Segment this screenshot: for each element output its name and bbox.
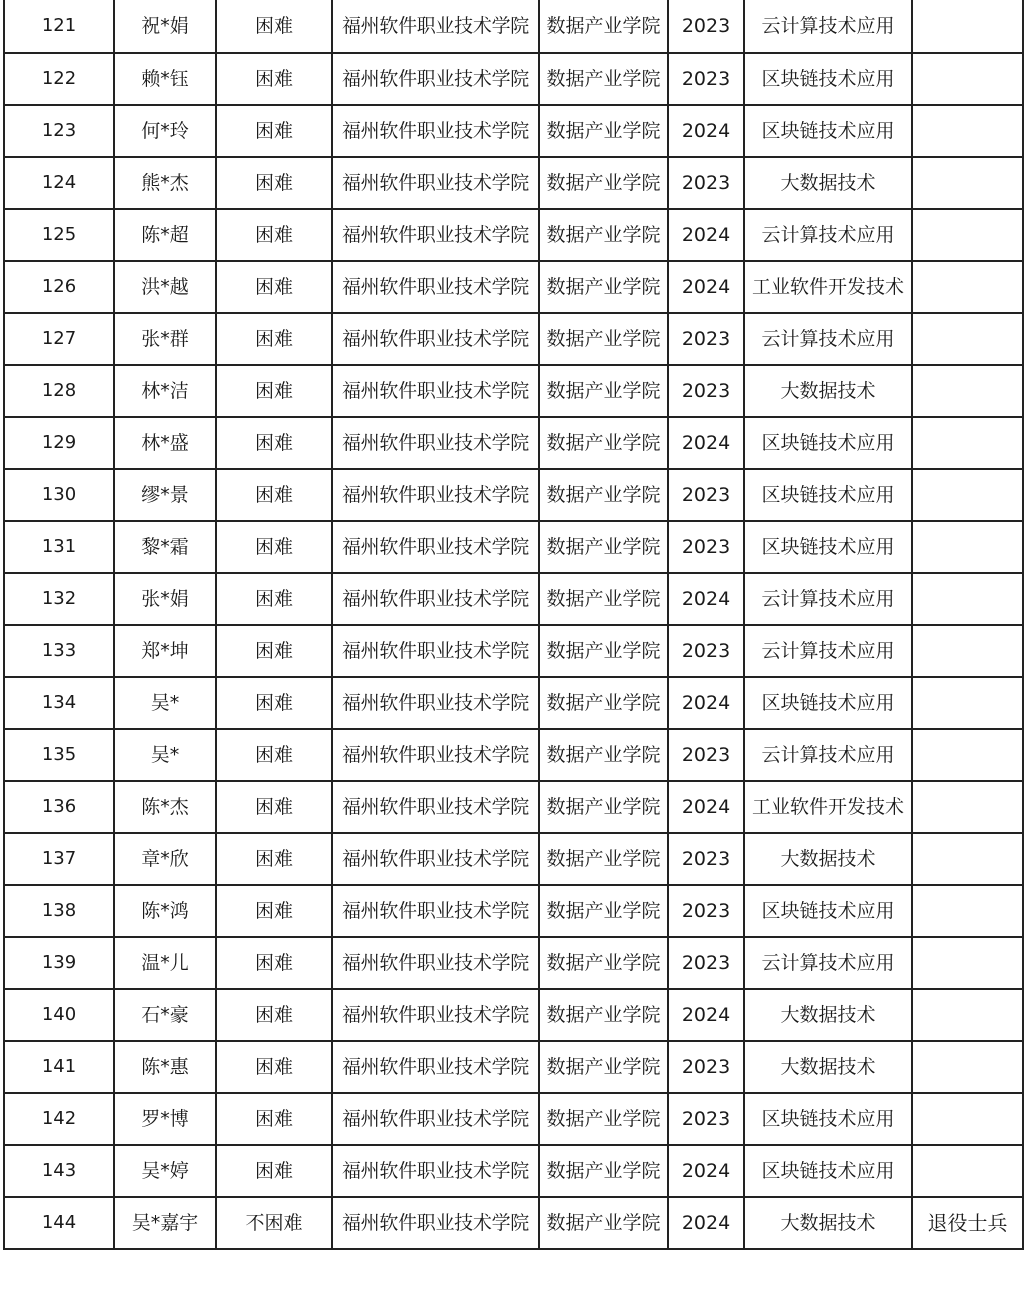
row-index-cell: 123 bbox=[4, 105, 114, 157]
school-name-cell: 福州软件职业技术学院 bbox=[332, 521, 539, 573]
table-row bbox=[4, 313, 1023, 365]
school-name-cell: 福州软件职业技术学院 bbox=[332, 1093, 539, 1145]
school-name-cell: 福州软件职业技术学院 bbox=[332, 417, 539, 469]
hardship-status-cell: 困难 bbox=[216, 1093, 332, 1145]
enrollment-year-cell: 2023 bbox=[668, 1041, 744, 1093]
school-name-cell: 福州软件职业技术学院 bbox=[332, 209, 539, 261]
hardship-status-cell: 困难 bbox=[216, 885, 332, 937]
hardship-status-cell: 困难 bbox=[216, 573, 332, 625]
row-index-cell: 129 bbox=[4, 417, 114, 469]
major-name-cell: 大数据技术 bbox=[744, 365, 912, 417]
student-name-cell: 林*盛 bbox=[114, 417, 216, 469]
college-name-cell: 数据产业学院 bbox=[539, 313, 668, 365]
college-name-cell: 数据产业学院 bbox=[539, 729, 668, 781]
remark-cell bbox=[912, 937, 1023, 989]
school-name-cell: 福州软件职业技术学院 bbox=[332, 105, 539, 157]
college-name-cell: 数据产业学院 bbox=[539, 885, 668, 937]
hardship-status-cell: 困难 bbox=[216, 0, 332, 53]
hardship-status-cell: 困难 bbox=[216, 677, 332, 729]
remark-cell bbox=[912, 157, 1023, 209]
row-index-cell: 136 bbox=[4, 781, 114, 833]
row-index-cell: 135 bbox=[4, 729, 114, 781]
college-name-cell: 数据产业学院 bbox=[539, 989, 668, 1041]
school-name-cell: 福州软件职业技术学院 bbox=[332, 989, 539, 1041]
college-name-cell: 数据产业学院 bbox=[539, 781, 668, 833]
school-name-cell: 福州软件职业技术学院 bbox=[332, 469, 539, 521]
college-name-cell: 数据产业学院 bbox=[539, 677, 668, 729]
row-index-cell: 144 bbox=[4, 1197, 114, 1249]
school-name-cell: 福州软件职业技术学院 bbox=[332, 53, 539, 105]
college-name-cell: 数据产业学院 bbox=[539, 1093, 668, 1145]
row-index-cell: 122 bbox=[4, 53, 114, 105]
remark-cell bbox=[912, 573, 1023, 625]
student-name-cell: 林*洁 bbox=[114, 365, 216, 417]
row-index-cell: 125 bbox=[4, 209, 114, 261]
hardship-status-cell: 不困难 bbox=[216, 1197, 332, 1249]
enrollment-year-cell: 2023 bbox=[668, 53, 744, 105]
student-name-cell: 熊*杰 bbox=[114, 157, 216, 209]
hardship-status-cell: 困难 bbox=[216, 417, 332, 469]
major-name-cell: 云计算技术应用 bbox=[744, 313, 912, 365]
major-name-cell: 云计算技术应用 bbox=[744, 625, 912, 677]
table-row bbox=[4, 105, 1023, 157]
remark-cell bbox=[912, 209, 1023, 261]
major-name-cell: 区块链技术应用 bbox=[744, 1145, 912, 1197]
table-row bbox=[4, 209, 1023, 261]
table-row bbox=[4, 1093, 1023, 1145]
student-name-cell: 吴*婷 bbox=[114, 1145, 216, 1197]
row-index-cell: 133 bbox=[4, 625, 114, 677]
enrollment-year-cell: 2024 bbox=[668, 989, 744, 1041]
college-name-cell: 数据产业学院 bbox=[539, 521, 668, 573]
table-row bbox=[4, 365, 1023, 417]
student-name-cell: 章*欣 bbox=[114, 833, 216, 885]
table-row bbox=[4, 729, 1023, 781]
hardship-status-cell: 困难 bbox=[216, 989, 332, 1041]
remark-cell bbox=[912, 1145, 1023, 1197]
table-row bbox=[4, 781, 1023, 833]
row-index-cell: 134 bbox=[4, 677, 114, 729]
major-name-cell: 区块链技术应用 bbox=[744, 417, 912, 469]
student-name-cell: 陈*鸿 bbox=[114, 885, 216, 937]
row-index-cell: 131 bbox=[4, 521, 114, 573]
hardship-status-cell: 困难 bbox=[216, 1041, 332, 1093]
hardship-status-cell: 困难 bbox=[216, 365, 332, 417]
hardship-status-cell: 困难 bbox=[216, 53, 332, 105]
school-name-cell: 福州软件职业技术学院 bbox=[332, 781, 539, 833]
college-name-cell: 数据产业学院 bbox=[539, 417, 668, 469]
college-name-cell: 数据产业学院 bbox=[539, 1197, 668, 1249]
school-name-cell: 福州软件职业技术学院 bbox=[332, 365, 539, 417]
remark-cell bbox=[912, 105, 1023, 157]
hardship-status-cell: 困难 bbox=[216, 469, 332, 521]
major-name-cell: 区块链技术应用 bbox=[744, 521, 912, 573]
remark-cell bbox=[912, 885, 1023, 937]
table-row bbox=[4, 53, 1023, 105]
school-name-cell: 福州软件职业技术学院 bbox=[332, 625, 539, 677]
student-name-cell: 吴* bbox=[114, 677, 216, 729]
row-index-cell: 124 bbox=[4, 157, 114, 209]
enrollment-year-cell: 2024 bbox=[668, 573, 744, 625]
school-name-cell: 福州软件职业技术学院 bbox=[332, 157, 539, 209]
hardship-status-cell: 困难 bbox=[216, 729, 332, 781]
enrollment-year-cell: 2023 bbox=[668, 0, 744, 53]
table-row bbox=[4, 1145, 1023, 1197]
table-row bbox=[4, 261, 1023, 313]
table-row bbox=[4, 885, 1023, 937]
enrollment-year-cell: 2023 bbox=[668, 833, 744, 885]
school-name-cell: 福州软件职业技术学院 bbox=[332, 1041, 539, 1093]
college-name-cell: 数据产业学院 bbox=[539, 209, 668, 261]
major-name-cell: 云计算技术应用 bbox=[744, 0, 912, 53]
major-name-cell: 云计算技术应用 bbox=[744, 729, 912, 781]
remark-cell bbox=[912, 0, 1023, 53]
college-name-cell: 数据产业学院 bbox=[539, 833, 668, 885]
major-name-cell: 区块链技术应用 bbox=[744, 105, 912, 157]
college-name-cell: 数据产业学院 bbox=[539, 625, 668, 677]
table-row bbox=[4, 625, 1023, 677]
college-name-cell: 数据产业学院 bbox=[539, 573, 668, 625]
table-row bbox=[4, 521, 1023, 573]
major-name-cell: 区块链技术应用 bbox=[744, 885, 912, 937]
major-name-cell: 区块链技术应用 bbox=[744, 469, 912, 521]
table-row bbox=[4, 937, 1023, 989]
enrollment-year-cell: 2024 bbox=[668, 209, 744, 261]
row-index-cell: 140 bbox=[4, 989, 114, 1041]
school-name-cell: 福州软件职业技术学院 bbox=[332, 729, 539, 781]
student-name-cell: 陈*超 bbox=[114, 209, 216, 261]
student-name-cell: 何*玲 bbox=[114, 105, 216, 157]
row-index-cell: 127 bbox=[4, 313, 114, 365]
hardship-status-cell: 困难 bbox=[216, 521, 332, 573]
remark-cell bbox=[912, 417, 1023, 469]
remark-cell bbox=[912, 1093, 1023, 1145]
remark-cell bbox=[912, 521, 1023, 573]
table-row bbox=[4, 573, 1023, 625]
school-name-cell: 福州软件职业技术学院 bbox=[332, 677, 539, 729]
table-row bbox=[4, 1197, 1023, 1249]
hardship-status-cell: 困难 bbox=[216, 1145, 332, 1197]
student-name-cell: 石*豪 bbox=[114, 989, 216, 1041]
major-name-cell: 工业软件开发技术 bbox=[744, 261, 912, 313]
row-index-cell: 141 bbox=[4, 1041, 114, 1093]
hardship-status-cell: 困难 bbox=[216, 313, 332, 365]
college-name-cell: 数据产业学院 bbox=[539, 53, 668, 105]
major-name-cell: 云计算技术应用 bbox=[744, 573, 912, 625]
remark-cell bbox=[912, 469, 1023, 521]
hardship-status-cell: 困难 bbox=[216, 781, 332, 833]
enrollment-year-cell: 2023 bbox=[668, 469, 744, 521]
remark-cell: 退役士兵 bbox=[912, 1197, 1023, 1249]
remark-cell bbox=[912, 261, 1023, 313]
major-name-cell: 大数据技术 bbox=[744, 833, 912, 885]
major-name-cell: 大数据技术 bbox=[744, 989, 912, 1041]
major-name-cell: 大数据技术 bbox=[744, 1197, 912, 1249]
enrollment-year-cell: 2024 bbox=[668, 677, 744, 729]
table-row bbox=[4, 677, 1023, 729]
major-name-cell: 云计算技术应用 bbox=[744, 937, 912, 989]
enrollment-year-cell: 2023 bbox=[668, 885, 744, 937]
table-row bbox=[4, 469, 1023, 521]
major-name-cell: 区块链技术应用 bbox=[744, 1093, 912, 1145]
remark-cell bbox=[912, 677, 1023, 729]
remark-cell bbox=[912, 1041, 1023, 1093]
enrollment-year-cell: 2023 bbox=[668, 625, 744, 677]
row-index-cell: 143 bbox=[4, 1145, 114, 1197]
college-name-cell: 数据产业学院 bbox=[539, 1041, 668, 1093]
student-name-cell: 吴*嘉宇 bbox=[114, 1197, 216, 1249]
school-name-cell: 福州软件职业技术学院 bbox=[332, 885, 539, 937]
remark-cell bbox=[912, 729, 1023, 781]
college-name-cell: 数据产业学院 bbox=[539, 365, 668, 417]
table-row bbox=[4, 157, 1023, 209]
row-index-cell: 128 bbox=[4, 365, 114, 417]
table-row bbox=[4, 989, 1023, 1041]
enrollment-year-cell: 2024 bbox=[668, 1145, 744, 1197]
student-name-cell: 洪*越 bbox=[114, 261, 216, 313]
hardship-status-cell: 困难 bbox=[216, 157, 332, 209]
major-name-cell: 工业软件开发技术 bbox=[744, 781, 912, 833]
row-index-cell: 130 bbox=[4, 469, 114, 521]
enrollment-year-cell: 2023 bbox=[668, 313, 744, 365]
college-name-cell: 数据产业学院 bbox=[539, 0, 668, 53]
student-table bbox=[3, 0, 1024, 1250]
major-name-cell: 大数据技术 bbox=[744, 1041, 912, 1093]
enrollment-year-cell: 2024 bbox=[668, 261, 744, 313]
school-name-cell: 福州软件职业技术学院 bbox=[332, 0, 539, 53]
college-name-cell: 数据产业学院 bbox=[539, 157, 668, 209]
college-name-cell: 数据产业学院 bbox=[539, 261, 668, 313]
enrollment-year-cell: 2023 bbox=[668, 157, 744, 209]
hardship-status-cell: 困难 bbox=[216, 937, 332, 989]
enrollment-year-cell: 2024 bbox=[668, 105, 744, 157]
hardship-status-cell: 困难 bbox=[216, 833, 332, 885]
student-name-cell: 罗*博 bbox=[114, 1093, 216, 1145]
row-index-cell: 137 bbox=[4, 833, 114, 885]
school-name-cell: 福州软件职业技术学院 bbox=[332, 313, 539, 365]
student-name-cell: 黎*霜 bbox=[114, 521, 216, 573]
student-name-cell: 温*儿 bbox=[114, 937, 216, 989]
student-name-cell: 缪*景 bbox=[114, 469, 216, 521]
college-name-cell: 数据产业学院 bbox=[539, 1145, 668, 1197]
remark-cell bbox=[912, 781, 1023, 833]
hardship-status-cell: 困难 bbox=[216, 209, 332, 261]
student-name-cell: 张*群 bbox=[114, 313, 216, 365]
enrollment-year-cell: 2024 bbox=[668, 781, 744, 833]
row-index-cell: 142 bbox=[4, 1093, 114, 1145]
enrollment-year-cell: 2023 bbox=[668, 521, 744, 573]
table-row bbox=[4, 417, 1023, 469]
remark-cell bbox=[912, 625, 1023, 677]
remark-cell bbox=[912, 833, 1023, 885]
enrollment-year-cell: 2023 bbox=[668, 365, 744, 417]
major-name-cell: 云计算技术应用 bbox=[744, 209, 912, 261]
college-name-cell: 数据产业学院 bbox=[539, 105, 668, 157]
hardship-status-cell: 困难 bbox=[216, 625, 332, 677]
enrollment-year-cell: 2023 bbox=[668, 1093, 744, 1145]
major-name-cell: 大数据技术 bbox=[744, 157, 912, 209]
school-name-cell: 福州软件职业技术学院 bbox=[332, 261, 539, 313]
remark-cell bbox=[912, 53, 1023, 105]
row-index-cell: 132 bbox=[4, 573, 114, 625]
table-row bbox=[4, 1041, 1023, 1093]
row-index-cell: 138 bbox=[4, 885, 114, 937]
enrollment-year-cell: 2023 bbox=[668, 937, 744, 989]
remark-cell bbox=[912, 313, 1023, 365]
major-name-cell: 区块链技术应用 bbox=[744, 53, 912, 105]
enrollment-year-cell: 2024 bbox=[668, 1197, 744, 1249]
student-name-cell: 陈*杰 bbox=[114, 781, 216, 833]
table-row bbox=[4, 0, 1023, 53]
college-name-cell: 数据产业学院 bbox=[539, 469, 668, 521]
school-name-cell: 福州软件职业技术学院 bbox=[332, 1145, 539, 1197]
student-name-cell: 吴* bbox=[114, 729, 216, 781]
enrollment-year-cell: 2023 bbox=[668, 729, 744, 781]
row-index-cell: 121 bbox=[4, 0, 114, 53]
school-name-cell: 福州软件职业技术学院 bbox=[332, 937, 539, 989]
college-name-cell: 数据产业学院 bbox=[539, 937, 668, 989]
school-name-cell: 福州软件职业技术学院 bbox=[332, 573, 539, 625]
student-name-cell: 郑*坤 bbox=[114, 625, 216, 677]
student-name-cell: 陈*惠 bbox=[114, 1041, 216, 1093]
row-index-cell: 126 bbox=[4, 261, 114, 313]
student-name-cell: 祝*娟 bbox=[114, 0, 216, 53]
student-name-cell: 张*娟 bbox=[114, 573, 216, 625]
remark-cell bbox=[912, 989, 1023, 1041]
hardship-status-cell: 困难 bbox=[216, 261, 332, 313]
school-name-cell: 福州软件职业技术学院 bbox=[332, 1197, 539, 1249]
table-row bbox=[4, 833, 1023, 885]
school-name-cell: 福州软件职业技术学院 bbox=[332, 833, 539, 885]
hardship-status-cell: 困难 bbox=[216, 105, 332, 157]
row-index-cell: 139 bbox=[4, 937, 114, 989]
major-name-cell: 区块链技术应用 bbox=[744, 677, 912, 729]
student-name-cell: 赖*钰 bbox=[114, 53, 216, 105]
remark-cell bbox=[912, 365, 1023, 417]
enrollment-year-cell: 2024 bbox=[668, 417, 744, 469]
